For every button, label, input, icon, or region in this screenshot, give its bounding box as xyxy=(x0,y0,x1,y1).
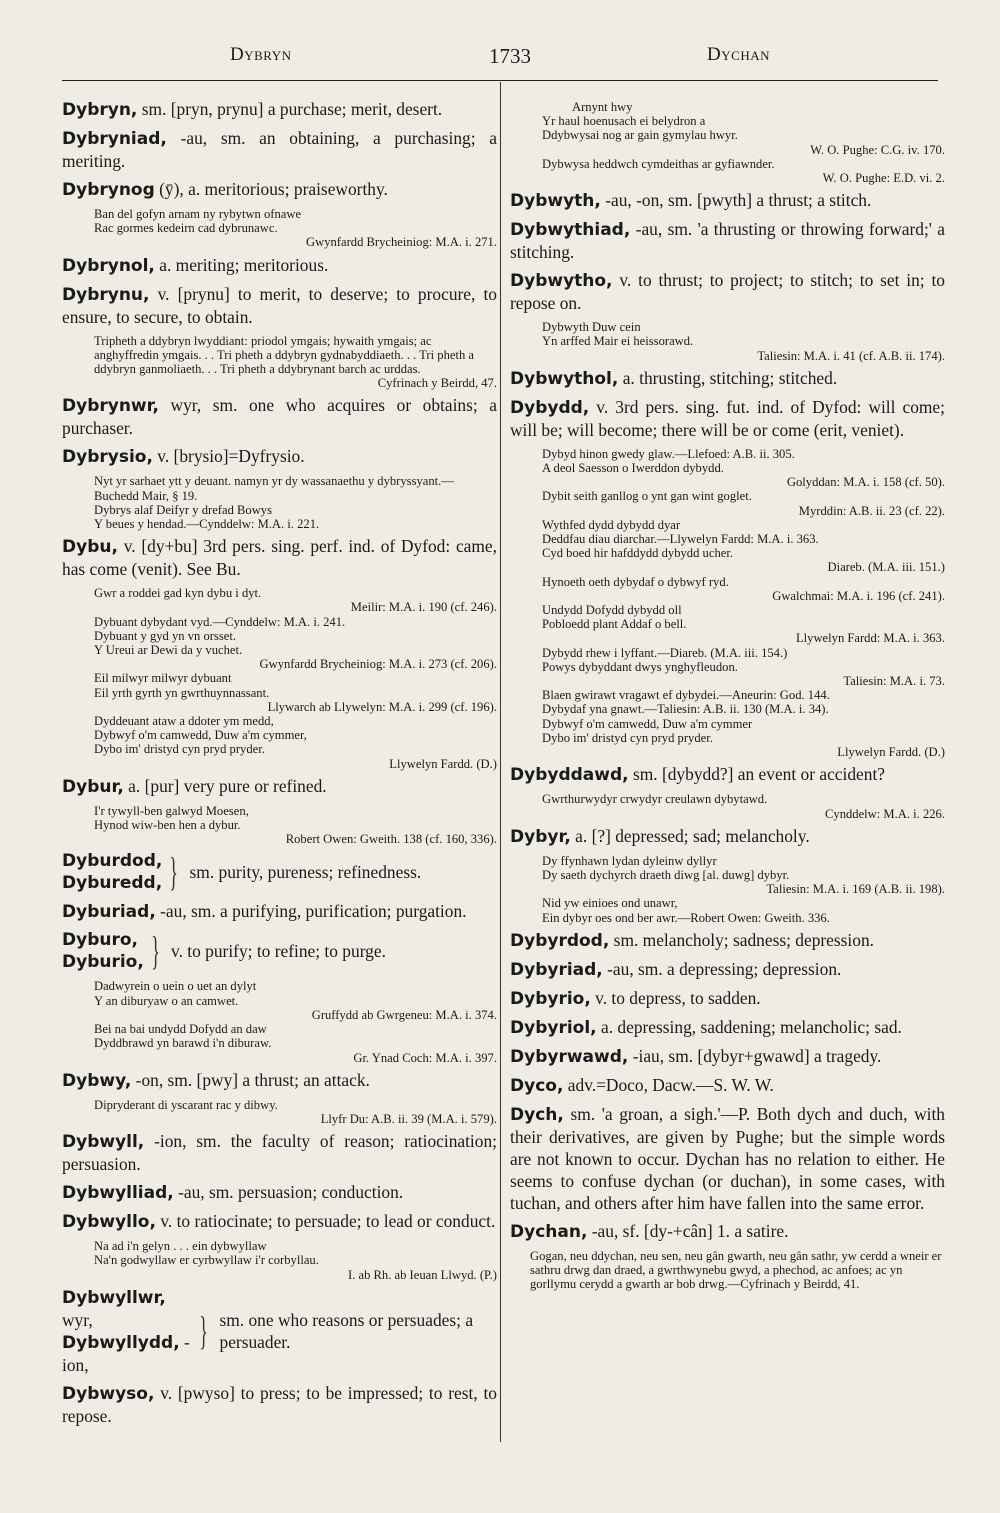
header-right-guideword: Dychan xyxy=(707,44,770,65)
entry-dybwyso xyxy=(62,1382,497,1427)
quote-source: Robert Owen: Gweith. 138 (cf. 160, 336). xyxy=(285,832,497,847)
definition: v. to thrust; to project; to stitch; to set in; to repose on. xyxy=(510,270,945,314)
definition: a. meriting; meritorious. xyxy=(159,254,329,275)
quote-source: Golyddan: M.A. i. 158 (cf. 50). xyxy=(786,475,945,490)
quote-source: Meilir: M.A. i. 190 (cf. 246). xyxy=(350,600,497,615)
quote-line: Arnynt hwy xyxy=(572,100,633,114)
quote-source: Gruffydd ab Gwrgeneu: M.A. i. 374. xyxy=(311,1007,497,1022)
definition: v. 3rd pers. sing. fut. ind. of Dyfod: will come; will be; will become; there will be or come (erit, veniet). xyxy=(510,396,945,440)
quote-source: Llywelyn Fardd. (D.) xyxy=(837,745,945,760)
headword: Dybyriol, xyxy=(510,1017,597,1038)
definition: -au, sm. persuasion; conduction. xyxy=(178,1182,404,1203)
headword: Dybrynog xyxy=(62,180,155,200)
quote-line: Y an diburyaw o an camwet. xyxy=(94,993,239,1008)
quote-source: Myrddin: A.B. ii. 23 (cf. 22). xyxy=(798,503,945,518)
quote-line: Yr haul hoenusach ei belydron a xyxy=(542,114,706,129)
headword: Dybyrwawd, xyxy=(510,1046,629,1067)
quote-line: Na ad i'n gelyn . . . ein dybwyllaw xyxy=(94,1239,267,1254)
definition: sm. 'a groan, a sigh.'—P. Both dych and duch, with their derivatives, are given by Pughe; but the simple words are not known to occur. Dychan has no relation to either. He seems to confuse dychan (or duchan), in some cases, with tuchan, and others after him have fallen into the same error. xyxy=(510,1103,945,1213)
quotation xyxy=(94,586,497,771)
headword: Dybwyllwr, xyxy=(62,1287,166,1308)
headword: Dych, xyxy=(510,1104,564,1125)
entry-dybwythol xyxy=(510,367,945,390)
entry-dybyddawd xyxy=(510,763,945,786)
headword: Dybrynu, xyxy=(62,284,150,305)
headword: Dybrynwr, xyxy=(62,396,159,417)
headword: Dybyriad, xyxy=(510,959,603,980)
quote-line: Gogan, neu ddychan, neu sen, neu gân gwarth, neu gân sathr, yw cerdd a wneir er sathru drwg dan draed, a gwrthwynebu gwyd, a phechod, ac anfoes; ac yn gorllymu cerydd a gwarth ar bob drwg.—Cyfrinach y Beirdd, 41. xyxy=(530,1248,942,1292)
quote-source: Taliesin: M.A. i. 169 (A.B. ii. 198). xyxy=(766,882,945,897)
headword: Dybryniad, xyxy=(62,129,167,149)
headword: Dybwylliad, xyxy=(62,1183,174,1204)
quote-line: Dybuant y gyd yn vn orsset. xyxy=(94,628,237,643)
entry-dybur xyxy=(62,775,497,798)
definition: adv.=Doco, Dacw.—S. W. W. xyxy=(567,1074,774,1095)
headword: Dybwythol, xyxy=(510,368,619,389)
quotation xyxy=(542,100,945,185)
definition: v. [dy+bu] 3rd pers. sing. perf. ind. of Dyfod: came, has come (venit). See Bu. xyxy=(62,536,497,580)
quote-line: Dybwyf o'm camwedd, Duw a'm cymmer, xyxy=(94,728,307,743)
quote-line: Eil yrth gyrth yn gwrthuynnassant. xyxy=(94,685,270,700)
quote-line: Dybwysa heddwch cymdeithas ar gyfiawnder. xyxy=(542,156,775,171)
definition: v. [brysio]=Dyfrysio. xyxy=(157,446,305,467)
quote-line: Dy ffynhawn lydan dyleinw dyllyr xyxy=(542,853,717,868)
quote-line: Dybuant dybydant vyd.—Cynddelw: M.A. i. 241. xyxy=(94,614,346,629)
entry-dybryniad xyxy=(62,127,497,172)
entry-dybyr xyxy=(510,825,945,848)
definition: -ion, sm. the faculty of reason; ratiocination; persuasion. xyxy=(62,1131,497,1175)
inflection: -ion, xyxy=(62,1331,190,1375)
quote-source: Taliesin: M.A. i. 73. xyxy=(843,674,945,689)
entry-dybwylliad xyxy=(62,1181,497,1204)
definition: -on, sm. [pwy] a thrust; an attack. xyxy=(135,1069,370,1090)
definition: v. [prynu] to merit, to deserve; to procure, to ensure, to secure, to obtain. xyxy=(62,283,497,327)
quote-source: Llywelyn Fardd. (D.) xyxy=(389,756,497,771)
definition: -au, -on, sm. [pwyth] a thrust; a stitch. xyxy=(605,190,872,211)
headword: Dybyrdod, xyxy=(510,930,610,951)
header-left-guideword: Dybryn xyxy=(230,44,292,65)
quote-source: Gwynfardd Brycheiniog: M.A. i. 271. xyxy=(306,235,497,250)
quote-line: Cyd boed hir hafddydd dybydd ucher. xyxy=(542,546,733,561)
brace-icon: } xyxy=(169,849,179,895)
page-number: 1733 xyxy=(489,44,531,68)
entry-dyburo-dyburio xyxy=(62,929,497,973)
quote-source: Llywelyn Fardd: M.A. i. 363. xyxy=(795,631,945,646)
entry-dybrynog xyxy=(62,178,497,201)
entry-dyburiad xyxy=(62,900,497,923)
quote-line: Dybo im' dristyd cyn pryd pryder. xyxy=(542,730,713,745)
quote-source: Diareb. (M.A. iii. 151.) xyxy=(827,560,945,575)
quote-line: Rac gormes kedeirn cad dybrunawc. xyxy=(94,221,278,236)
entry-dybwyll xyxy=(62,1130,497,1175)
quote-source: W. O. Pughe: E.D. vi. 2. xyxy=(822,171,945,186)
entry-dychan xyxy=(510,1220,945,1243)
quotation xyxy=(542,792,945,820)
quotation xyxy=(94,804,497,847)
entry-dybwythiad xyxy=(510,218,945,263)
quote-line: Gwr a roddei gad kyn dybu i dyt. xyxy=(94,586,262,601)
definition: sm. purity, pureness; refinedness. xyxy=(189,861,422,882)
headword: Dybrynol, xyxy=(62,255,155,276)
quote-line: Dybyd hinon gwedy glaw.—Llefoed: A.B. ii. 305. xyxy=(542,446,795,461)
quote-line: Ddybwysai nog ar gain gymylau hwyr. xyxy=(542,128,738,143)
brace-icon: } xyxy=(151,928,160,974)
quotation xyxy=(94,207,497,250)
quote-line: Dybydaf yna gnawt.—Taliesin: A.B. ii. 130 (M.A. i. 34). xyxy=(542,702,829,717)
headword: Dybydd, xyxy=(510,397,590,418)
headword: Dybwyso, xyxy=(62,1383,155,1404)
headword: Dychan, xyxy=(510,1221,588,1242)
quote-line: Tripheth a ddybryn lwyddiant: priodol ymgais; hywaith ymgais; ac anghyffredin ymgais. . . Tri pheth a ddybryn gydnabyddiaeth. . . Tri pheth a ddybryn ganmoliaeth. . . Tri pheth a ddybrynant barch ac urddas. xyxy=(94,333,474,377)
definition: a. thrusting, stitching; stitched. xyxy=(622,367,838,388)
quote-line: Dybo im' dristyd cyn pryd pryder. xyxy=(94,742,265,757)
page-header xyxy=(60,44,940,84)
definition: a. [?] depressed; sad; melancholy. xyxy=(575,825,810,846)
headword: Dybu, xyxy=(62,537,118,558)
headword: Dybrysio, xyxy=(62,447,153,468)
headword: Dybwytho, xyxy=(510,271,613,292)
headword: Dybyr, xyxy=(510,826,571,847)
headword: Dybwyll, xyxy=(62,1132,145,1153)
headword: Dybwyth, xyxy=(510,191,601,212)
entry-dyco xyxy=(510,1074,945,1097)
quote-line: Dipryderant di yscarant rac y dibwy. xyxy=(94,1097,278,1112)
definition: -au, sm. a purifying, purification; purgation. xyxy=(160,901,467,922)
quote-line: Dy saeth dychyrch draeth diwg [al. duwg] dybyr. xyxy=(542,867,790,882)
quote-source: Gwynfardd Brycheiniog: M.A. i. 273 (cf. 206). xyxy=(259,657,497,672)
headword: Dybwyllydd, xyxy=(62,1332,180,1353)
header-rule xyxy=(62,80,938,81)
quotation xyxy=(542,320,945,363)
quote-source: Taliesin: M.A. i. 41 (cf. A.B. ii. 174). xyxy=(757,348,945,363)
headword: Dybwyllo, xyxy=(62,1212,156,1233)
quote-line: Yn arffed Mair ei heissorawd. xyxy=(542,334,694,349)
brace-icon: } xyxy=(199,1307,209,1353)
quote-line: Na'n godwyllaw er cyrbwyllaw i'r corbyllau. xyxy=(94,1253,319,1268)
definition: v. to purify; to refine; to purge. xyxy=(171,940,386,961)
quote-line: Y Ureui ar Dewi da y vuchet. xyxy=(94,643,243,658)
definition: v. to ratiocinate; to persuade; to lead or conduct. xyxy=(160,1211,496,1232)
definition: -au, sm. a depressing; depression. xyxy=(607,958,842,979)
quote-source: Gr. Ynad Coch: M.A. i. 397. xyxy=(353,1050,497,1065)
entry-dybwyllwr-dybwyllydd xyxy=(62,1286,497,1376)
entry-dybyrdod xyxy=(510,929,945,952)
entry-dybyriol xyxy=(510,1016,945,1039)
headword: Dyburiad, xyxy=(62,902,156,923)
definition: sm. melancholy; sadness; depression. xyxy=(613,929,875,950)
quote-source: I. ab Rh. ab Ieuan Llwyd. (P.) xyxy=(348,1267,497,1282)
quote-line: Powys dybyddant dwys ynghyfleudon. xyxy=(542,659,738,674)
quote-line: Ban del gofyn arnam ny rybytwn ofnawe xyxy=(94,207,302,221)
quote-line: Hynod wiw-ben hen a dybur. xyxy=(94,818,241,833)
headword: Dyburio, xyxy=(62,952,144,973)
quote-line: Dybwyth Duw cein xyxy=(542,320,641,335)
headword: Dybyrio, xyxy=(510,988,591,1009)
headword: Dybyddawd, xyxy=(510,765,629,786)
headword: Dybwythiad, xyxy=(510,220,631,241)
definition: sm. [pryn, prynu] a purchase; merit, desert. xyxy=(141,99,443,119)
headword: Dybryn, xyxy=(62,100,138,120)
headword: Dybur, xyxy=(62,776,124,797)
entry-dybydd xyxy=(510,396,945,441)
definition: sm. [dybydd?] an event or accident? xyxy=(632,764,886,785)
definition: a. [pur] very pure or refined. xyxy=(128,775,327,796)
quotation xyxy=(542,447,945,759)
entry-dyburdod-dyburedd xyxy=(62,850,497,894)
definition: -au, sm. 'a thrusting or throwing forward;' a stitching. xyxy=(510,219,945,263)
quote-source: Gwalchmai: M.A. i. 196 (cf. 241). xyxy=(772,588,945,603)
quotation xyxy=(94,334,497,391)
left-column xyxy=(62,98,497,1433)
entry-dybrynwr xyxy=(62,394,497,439)
quote-line: A deol Saesson o Iwerddon dybydd. xyxy=(542,461,724,476)
entry-dybyrwawd xyxy=(510,1045,945,1068)
quote-line: Dybit seith ganllog o ynt gan wint goglet. xyxy=(542,489,752,504)
quote-line: Hynoeth oeth dybydaf o dybwyf ryd. xyxy=(542,574,729,589)
entry-dybwyllo xyxy=(62,1210,497,1233)
definition: (ȳ), a. meritorious; praiseworthy. xyxy=(159,179,388,199)
headword: Dyburedd, xyxy=(62,873,163,894)
quotation xyxy=(94,474,497,531)
quote-line: Deddfau diau diarchar.—Llywelyn Fardd: M.A. i. 363. xyxy=(542,532,819,547)
definition: v. to depress, to sadden. xyxy=(595,987,761,1008)
quote-line: Blaen gwirawt vragawt ef dybydei.—Aneurin: God. 144. xyxy=(542,688,830,703)
column-divider xyxy=(500,82,501,1442)
quote-line: I'r tywyll-ben galwyd Moesen, xyxy=(94,803,249,818)
definition: a. depressing, saddening; melancholic; sad. xyxy=(600,1016,902,1037)
headword: Dyburdod, xyxy=(62,851,163,872)
definition: v. [pwyso] to press; to be impressed; to rest, to repose. xyxy=(62,1382,497,1426)
headword: Dyburo, xyxy=(62,930,138,951)
quote-line: Nid yw einioes ond unawr, xyxy=(542,896,678,911)
headword: Dybwy, xyxy=(62,1070,132,1091)
quote-line: Wythfed dydd dybydd dyar xyxy=(542,517,681,532)
entry-dybrynol xyxy=(62,254,497,277)
headword: Dyco, xyxy=(510,1075,564,1096)
quote-source: Llyfr Du: A.B. ii. 39 (M.A. i. 579). xyxy=(320,1111,497,1126)
right-column xyxy=(510,98,945,1295)
quote-source: Cynddelw: M.A. i. 226. xyxy=(825,806,945,821)
quote-line: Eil milwyr milwyr dybuant xyxy=(94,671,232,686)
quote-line: Nyt yr sarhaet ytt y deuant. namyn yr dy wassanaethu y dybryssyant.—Buchedd Mair, § 19. xyxy=(94,474,454,503)
quote-line: Bei na bai undydd Dofydd an daw xyxy=(94,1022,267,1037)
quotation xyxy=(542,854,945,925)
definition: -iau, sm. [dybyr+gwawd] a tragedy. xyxy=(632,1045,882,1066)
definition: -au, sm. an obtaining, a purchasing; a meriting. xyxy=(62,128,497,171)
quotation xyxy=(94,1239,497,1282)
entry-dybrynu xyxy=(62,283,497,328)
entry-dybwytho xyxy=(510,269,945,314)
entry-dybyrio xyxy=(510,987,945,1010)
definition: -au, sf. [dy-+cân] 1. a satire. xyxy=(591,1220,789,1241)
quote-line: Ein dybyr oes ond ber awr.—Robert Owen: Gweith. 336. xyxy=(542,910,830,925)
quotation xyxy=(94,1098,497,1126)
quote-line: Y beues y hendad.—Cynddelw: M.A. i. 221. xyxy=(94,517,320,532)
quote-line: Dybrys alaf Deifyr y drefad Bowys xyxy=(94,502,273,517)
quote-line: Dyddbrawd yn barawd i'n diburaw. xyxy=(94,1036,272,1051)
entry-dybyriad xyxy=(510,958,945,981)
inflection: wyr, xyxy=(62,1309,93,1330)
quotation xyxy=(94,979,497,1064)
quote-line: Dyddeuant ataw a ddoter ym medd, xyxy=(94,714,274,729)
entry-dybwy xyxy=(62,1069,497,1092)
quote-line: Undydd Dofydd dybydd oll xyxy=(542,603,682,618)
quote-line: Dybydd rhew i lyffant.—Diareb. (M.A. iii. 154.) xyxy=(542,645,788,660)
entry-dybryn xyxy=(62,98,497,121)
entry-dybwyth xyxy=(510,189,945,212)
definition: wyr, sm. one who acquires or obtains; a purchaser. xyxy=(62,395,497,439)
definition: sm. one who reasons or persuades; a persuader. xyxy=(219,1309,474,1352)
quote-source: W. O. Pughe: C.G. iv. 170. xyxy=(810,142,945,157)
quotation xyxy=(530,1249,945,1292)
entry-dybu xyxy=(62,535,497,580)
quote-source: Llywarch ab Llywelyn: M.A. i. 299 (cf. 196). xyxy=(267,699,497,714)
quote-line: Dadwyrein o uein o uet an dylyt xyxy=(94,979,257,994)
quote-line: Pobloedd plant Addaf o bell. xyxy=(542,617,687,632)
entry-dybrysio xyxy=(62,445,497,468)
entry-dych xyxy=(510,1103,945,1214)
quote-line: Gwrthurwydyr crwydyr creulawn dybytawd. xyxy=(542,792,768,807)
quote-source: Cyfrinach y Beirdd, 47. xyxy=(377,376,497,391)
quote-line: Dybwyf o'm camwedd, Duw a'm cymmer xyxy=(542,716,753,731)
